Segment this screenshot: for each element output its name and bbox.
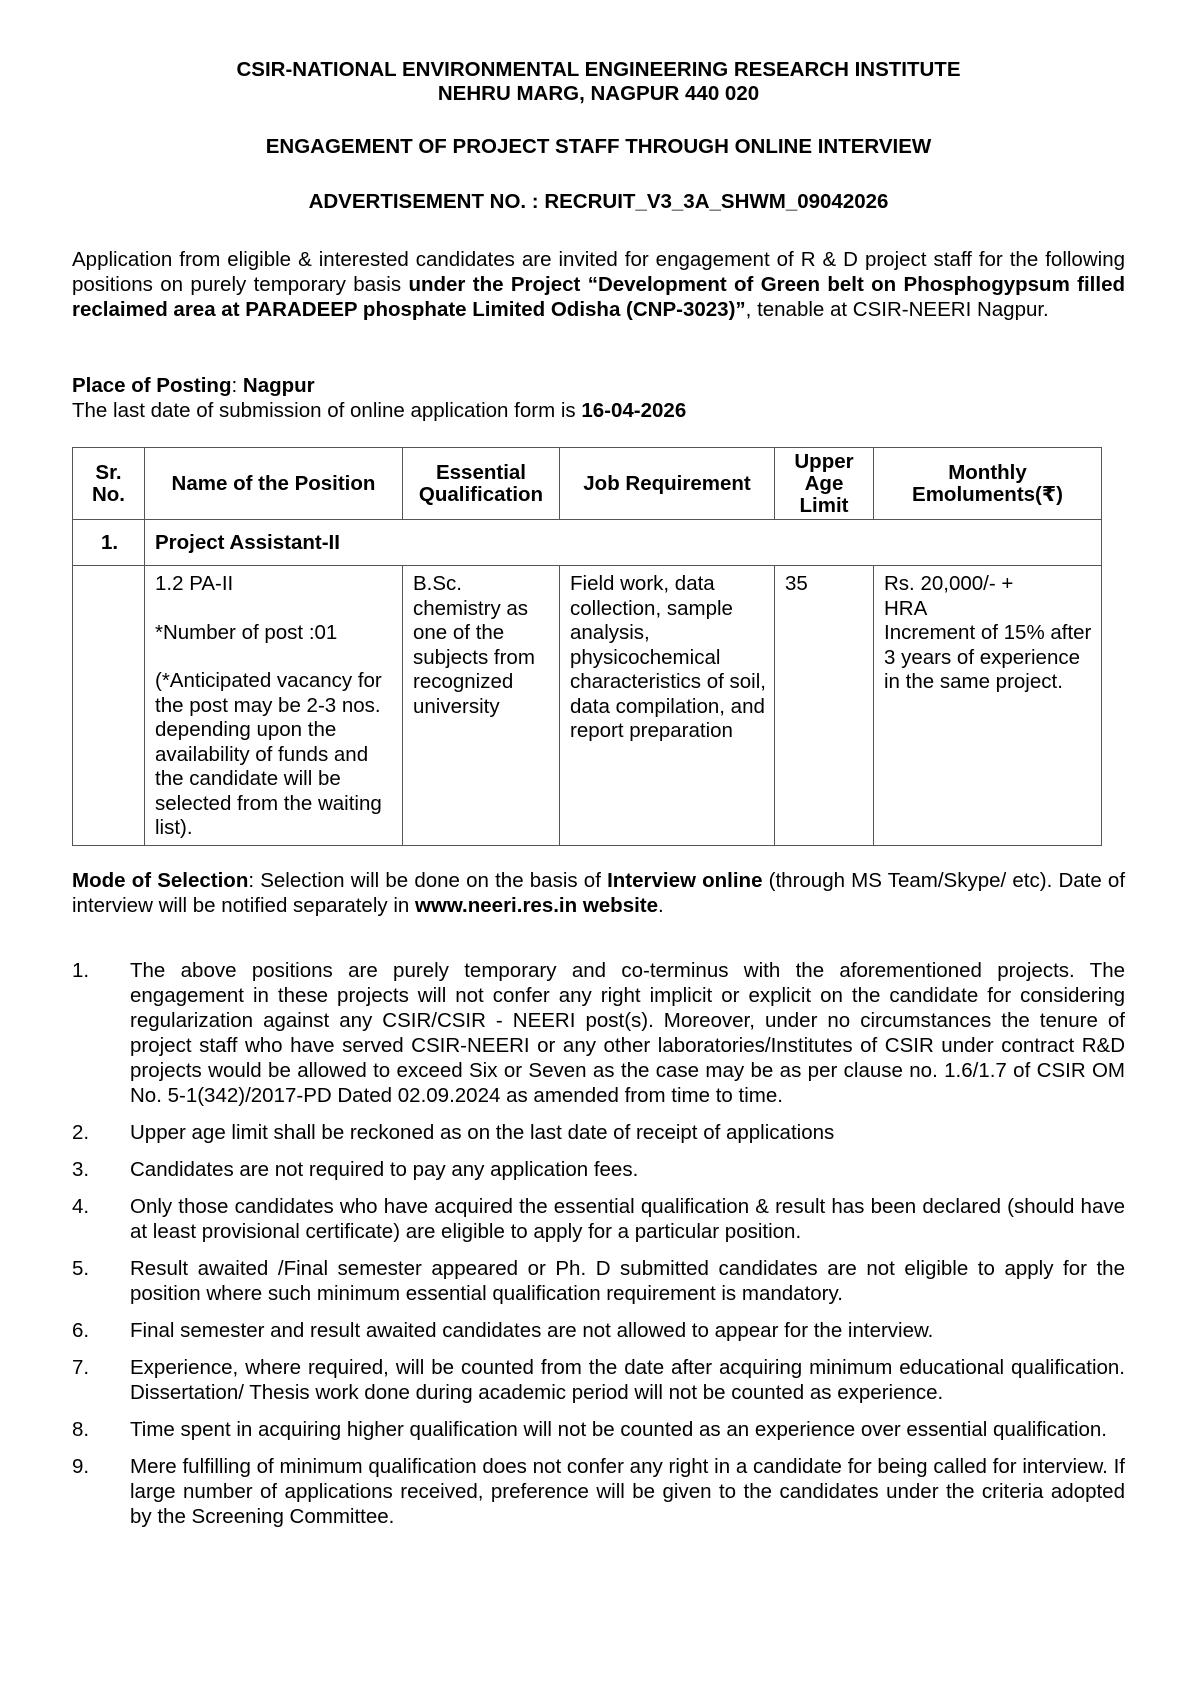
header-position: Name of the Position [145,448,403,520]
intro-text-2: , tenable at CSIR-NEERI Nagpur. [745,298,1049,321]
list-item: 7. Experience, where required, will be counted from the date after acquiring minimum educational qualification. Dissertation/ Thesis work done during academic period will not be counted as experience. [72,1356,1125,1404]
posting-label: Place of Posting [72,374,232,397]
table-header-row [73,448,1102,520]
page-title: ENGAGEMENT OF PROJECT STAFF THROUGH ONLINE INTERVIEW [265,135,932,158]
category-name: Project Assistant-II [145,520,1102,566]
intro-text-1: Application from eligible & interested candidates are invited for engagement of R & D project staff for the following positions on purely temporary basis [72,248,1125,296]
row-qualification: B.Sc. chemistry as one of the subjects from recognized university [403,566,560,846]
header-age-limit: Upper Age Limit [775,448,874,520]
terms-list [72,958,1125,1541]
project-name: under the Project “Development of Green belt on Phosphogypsum filled reclaimed area at PARADEEP phosphate Limited Odisha (CNP-3023)” [72,273,1125,321]
mode-text-2: (through MS Team/Skype/ etc). Date of interview will be notified separately in [72,869,1126,917]
list-item: 3. Candidates are not required to pay any application fees. [72,1158,639,1181]
list-item: 6. Final semester and result awaited candidates are not allowed to appear for the interview. [72,1319,934,1342]
table-category-row [73,520,1102,566]
mode-text-1: : Selection will be done on the basis of [248,869,608,892]
position-posts: *Number of post :01 [155,620,338,644]
list-item: 5. Result awaited /Final semester appeared or Ph. D submitted candidates are not eligible to apply for the position where such minimum essential qualification requirement is mandatory. [72,1257,1125,1305]
list-item: 9. Mere fulfilling of minimum qualification does not confer any right in a candidate for being called for interview. If large number of applications received, preference will be given to the candidates under the criteria adopted by the Screening Committee. [72,1455,1125,1528]
header-job-requirement: Job Requirement [560,448,775,520]
header-sr-no: Sr. No. [73,448,145,520]
header-emoluments: Monthly Emoluments(₹) [874,448,1102,520]
intro-paragraph [72,247,1125,322]
emol-line-2: HRA [884,596,928,620]
deadline-line [72,398,1125,423]
institute-name: CSIR-NATIONAL ENVIRONMENTAL ENGINEERING RESEARCH INSTITUTE [236,58,961,81]
row-emoluments [874,566,1102,846]
list-item: 4. Only those candidates who have acquired the essential qualification & result has been declared (should have at least provisional certificate) are eligible to apply for a particular position. [72,1195,1125,1243]
deadline-text: The last date of submission of online application form is [72,399,582,422]
list-item: 8. Time spent in acquiring higher qualification will not be counted as an experience over essential qualification. [72,1418,1107,1441]
header-qualification: Essential Qualification [403,448,560,520]
posting-info [72,373,1125,423]
deadline-date: 16-04-2026 [581,399,687,422]
mode-bold-1: Interview online [607,869,763,892]
positions-table [72,447,1102,846]
institute-address: NEHRU MARG, NAGPUR 440 020 [437,82,760,105]
institute-header [72,58,1125,106]
list-item: 1. The above positions are purely temporary and co-terminus with the aforementioned projects. The engagement in these projects will not confer any right implicit or explicit on the candidate for considering regularization against any CSIR/CSIR - NEERI post(s). Moreover, under no circumstances the tenure of project staff who have served CSIR-NEERI or any other laboratories/Institutes of CSIR under contract R&D projects would be allowed to exceed Six or Seven as the case may be as per clause no. 1.6/1.7 of CSIR OM No. 5-1(342)/2017-PD Dated 02.09.2024 as amended from time to time. [72,959,1125,1107]
row-position [145,566,403,846]
list-item: 2. Upper age limit shall be reckoned as on the last date of receipt of applications [72,1121,835,1144]
row-sr [73,566,145,846]
emol-rest: Increment of 15% after 3 years of experience in the same project. [884,621,1092,693]
category-sr: 1. [73,520,145,566]
mode-of-selection [72,868,1125,918]
place-of-posting [72,373,1125,398]
row-job-requirement: Field work, data collection, sample analysis, physicochemical characteristics of soil, data compilation, and report preparation [560,566,775,846]
table-row [73,566,1102,846]
posting-value: Nagpur [242,374,315,397]
mode-text-3: . [658,894,664,917]
posting-sep: : [231,374,243,397]
mode-label: Mode of Selection [72,869,249,892]
position-code: 1.2 PA-II [155,572,234,595]
emol-line-1: Rs. 20,000/- + [884,572,1014,595]
website-link: www.neeri.res.in website [414,894,659,917]
row-age-limit: 35 [775,566,874,846]
position-note: (*Anticipated vacancy for the post may be 2-3 nos. depending upon the availability of funds and the candidate will be selected from the waiting list). [155,669,382,839]
advertisement-number: ADVERTISEMENT NO. : RECRUIT_V3_3A_SHWM_09042026 [308,190,889,213]
